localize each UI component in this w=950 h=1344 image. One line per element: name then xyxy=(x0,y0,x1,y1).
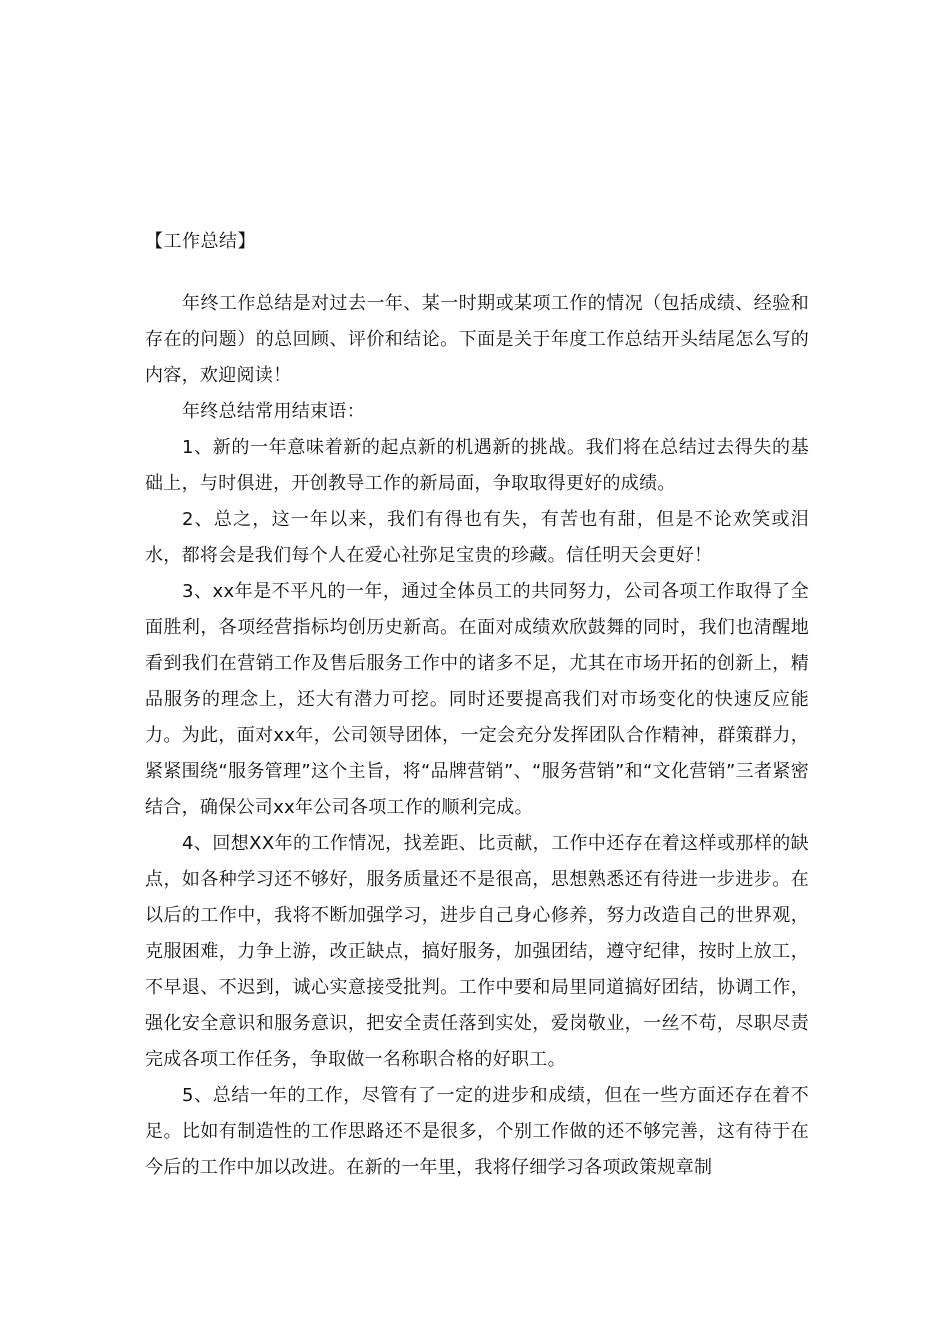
document-title: 【工作总结】 xyxy=(145,231,256,252)
paragraph-item-4: 4、回想XX年的工作情况，找差距、比贡献，工作中还存在着这样或那样的缺点，如各种学习还不够好，服务质量还不是很高，思想熟悉还有待进一步进步。在以后的工作中，我将不断加强学习，进步自己身心修养，努力改造自己的世界观，克服困难，力争上游，改正缺点，搞好服务，加强团结，遵守纪律，按时上放工，不早退、不迟到，诚心实意接受批判。工作中要和局里同道搞好团结，协调工作，强化安全意识和服务意识，把安全责任落到实处，爱岗敬业，一丝不苟，尽职尽责完成各项工作任务，争取做一名称职合格的好职工。 xyxy=(145,833,809,1070)
paragraph-item-2: 2、总之，这一年以来，我们有得也有失，有苦也有甜，但是不论欢笑或泪水，都将会是我们每个人在爱心社弥足宝贵的珍藏。信任明天会更好！ xyxy=(145,509,809,566)
document-body xyxy=(145,286,809,1186)
paragraph-item-1: 1、新的一年意味着新的起点新的机遇新的挑战。我们将在总结过去得失的基础上，与时俱进，开创教导工作的新局面，争取取得更好的成绩。 xyxy=(145,437,809,494)
paragraph-item-5: 5、总结一年的工作，尽管有了一定的进步和成绩，但在一些方面还存在着不足。比如有制造性的工作思路还不是很多，个别工作做的还不够完善，这有待于在今后的工作中加以改进。在新的一年里，我将仔细学习各项政策规章制 xyxy=(145,1085,809,1178)
paragraph-intro: 年终工作总结是对过去一年、某一时期或某项工作的情况（包括成绩、经验和存在的问题）的总回顾、评价和结论。下面是关于年度工作总结开头结尾怎么写的内容，欢迎阅读！ xyxy=(145,293,809,386)
paragraph-item-3: 3、xx年是不平凡的一年，通过全体员工的共同努力，公司各项工作取得了全面胜利，各项经营指标均创历史新高。在面对成绩欢欣鼓舞的同时，我们也清醒地看到我们在营销工作及售后服务工作中的诸多不足，尤其在市场开拓的创新上，精品服务的理念上，还大有潜力可挖。同时还要提高我们对市场变化的快速反应能力。为此，面对xx年，公司领导团体，一定会充分发挥团队合作精神，群策群力，紧紧围绕“服务管理”这个主旨，将“品牌营销”、“服务营销”和“文化营销”三者紧密结合，确保公司xx年公司各项工作的顺利完成。 xyxy=(145,581,809,818)
paragraph-heading: 年终总结常用结束语： xyxy=(182,401,365,422)
